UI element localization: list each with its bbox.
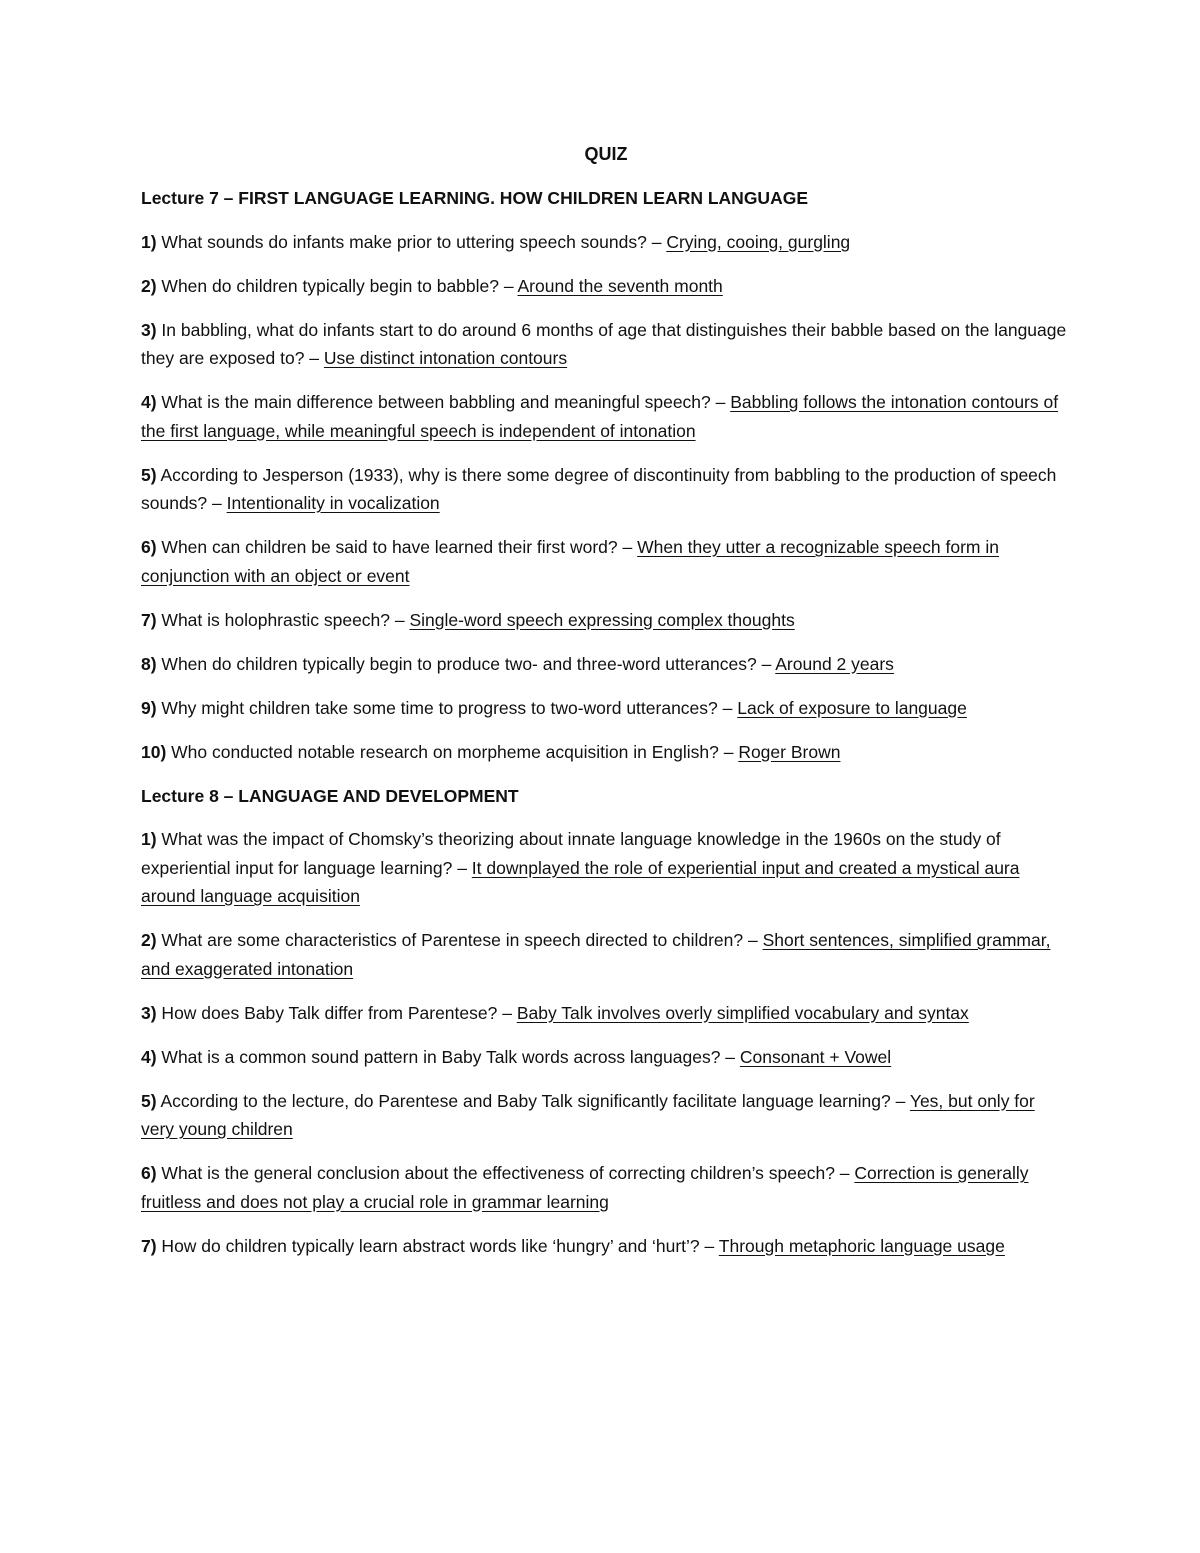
question-text: According to the lecture, do Parentese and Baby Talk significantly facilitate language learning? – xyxy=(156,1090,910,1111)
answer-text: Intentionality in vocalization xyxy=(226,493,440,513)
answer-text: Lack of exposure to language xyxy=(737,697,967,718)
lecture-prefix: Lecture 8 – xyxy=(141,785,239,806)
question-text: What are some characteristics of Parentese in speech directed to children? – xyxy=(156,930,763,950)
lecture-prefix: Lecture 7 – xyxy=(141,188,239,208)
answer-text: Babbling follows the intonation contours of the first language, while meaningful speech is independent of intonation xyxy=(141,392,1059,441)
question-number: 7) xyxy=(141,609,157,630)
question-item xyxy=(141,738,1071,767)
question-text: How does Baby Talk differ from Parentese? – xyxy=(156,1002,517,1023)
question-number: 2) xyxy=(141,275,157,296)
document-page xyxy=(141,140,1071,1276)
question-number: 9) xyxy=(141,697,157,718)
answer-text: Crying, cooing, gurgling xyxy=(666,231,851,252)
question-number: 5) xyxy=(141,1090,157,1111)
question-item xyxy=(141,825,1071,911)
lectures-container xyxy=(141,184,1071,1260)
question-number: 8) xyxy=(141,653,157,674)
question-number: 1) xyxy=(141,231,157,252)
question-number: 4) xyxy=(141,1046,157,1067)
question-item xyxy=(141,533,1071,590)
lecture-heading xyxy=(141,782,1071,811)
question-number: 1) xyxy=(141,829,157,849)
question-item xyxy=(141,1232,1071,1261)
question-item xyxy=(141,694,1071,723)
question-number: 7) xyxy=(141,1235,157,1256)
answer-text: Correction is generally fruitless and does not play a crucial role in grammar learning xyxy=(141,1163,1029,1212)
question-number: 6) xyxy=(141,537,157,557)
question-text: Why might children take some time to progress to two-word utterances? – xyxy=(156,697,738,718)
question-text: What is a common sound pattern in Baby Talk words across languages? – xyxy=(156,1046,740,1067)
question-item xyxy=(141,461,1071,518)
answer-text: Consonant + Vowel xyxy=(739,1046,892,1067)
answer-text: Roger Brown xyxy=(738,741,841,762)
page-title: QUIZ xyxy=(584,144,628,164)
lecture-title: FIRST LANGUAGE LEARNING. HOW CHILDREN LEARN LANGUAGE xyxy=(238,188,808,208)
question-item xyxy=(141,228,1071,257)
question-number: 3) xyxy=(141,319,157,340)
question-item xyxy=(141,1043,1071,1072)
lecture-title: LANGUAGE AND DEVELOPMENT xyxy=(238,785,519,806)
question-item xyxy=(141,926,1071,983)
question-text: What was the impact of Chomsky’s theorizing about innate language knowledge in the 1960s on the study of experiential input for language learning? – xyxy=(141,829,1001,878)
question-item xyxy=(141,650,1071,679)
question-number: 2) xyxy=(141,930,157,950)
question-item xyxy=(141,606,1071,635)
answer-text: Baby Talk involves overly simplified vocabulary and syntax xyxy=(516,1002,969,1023)
question-number: 3) xyxy=(141,1002,157,1023)
answer-text: Around the seventh month xyxy=(517,275,723,296)
question-number: 10) xyxy=(141,741,167,762)
question-text: What is holophrastic speech? – xyxy=(156,609,410,630)
question-item xyxy=(141,272,1071,301)
question-text: What is the main difference between babbling and meaningful speech? – xyxy=(156,392,731,412)
answer-text: Around 2 years xyxy=(775,653,894,674)
question-item xyxy=(141,1159,1071,1216)
question-item xyxy=(141,999,1071,1028)
question-text: Who conducted notable research on morpheme acquisition in English? – xyxy=(166,741,739,762)
answer-text: Single-word speech expressing complex thoughts xyxy=(409,609,795,630)
question-text: When do children typically begin to babble? – xyxy=(156,275,518,296)
question-text: When do children typically begin to produce two- and three-word utterances? – xyxy=(156,653,776,674)
question-text: When can children be said to have learned their first word? – xyxy=(156,537,638,557)
question-item xyxy=(141,388,1071,445)
answer-text: When they utter a recognizable speech form in conjunction with an object or event xyxy=(141,537,999,586)
question-number: 4) xyxy=(141,392,157,412)
question-number: 6) xyxy=(141,1163,157,1183)
lecture-section xyxy=(141,782,1071,1261)
answer-text: Short sentences, simplified grammar, and exaggerated intonation xyxy=(141,930,1051,979)
question-text: What sounds do infants make prior to uttering speech sounds? – xyxy=(156,231,667,252)
question-text: In babbling, what do infants start to do around 6 months of age that distinguishes their babble based on the language they are exposed to? – xyxy=(141,319,1067,368)
question-item xyxy=(141,316,1071,373)
question-item xyxy=(141,1087,1071,1144)
answer-text: Through metaphoric language usage xyxy=(718,1235,1005,1256)
lecture-heading xyxy=(141,184,1071,213)
question-text: How do children typically learn abstract words like ‘hungry’ and ‘hurt’? – xyxy=(156,1235,719,1256)
question-text: According to Jesperson (1933), why is there some degree of discontinuity from babbling to the production of speech sounds? – xyxy=(141,464,1057,513)
answer-text: Yes, but only for very young children xyxy=(141,1090,1035,1139)
question-number: 5) xyxy=(141,464,157,485)
answer-text: It downplayed the role of experiential input and created a mystical aura around language acquisition xyxy=(141,857,1020,906)
answer-text: Use distinct intonation contours xyxy=(323,348,568,368)
lecture-section xyxy=(141,184,1071,766)
question-text: What is the general conclusion about the effectiveness of correcting children’s speech? – xyxy=(156,1163,855,1183)
